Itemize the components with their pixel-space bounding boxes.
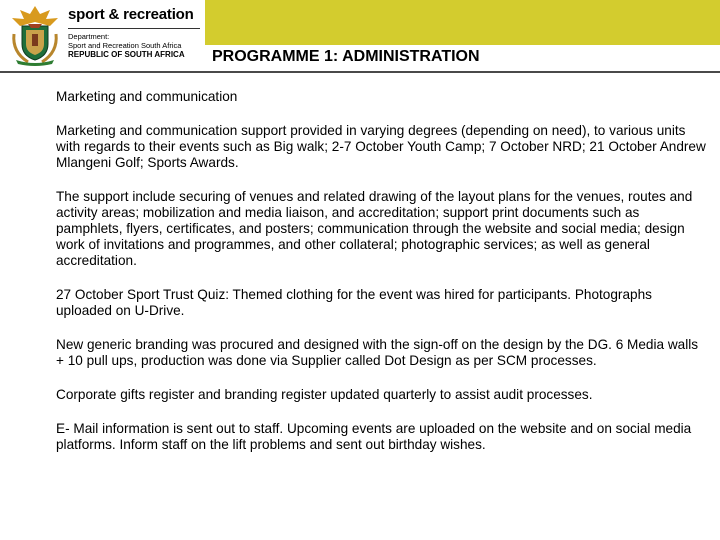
paragraph: Marketing and communication support provided in varying degrees (depending on need), to various units with regards to their events such as Big walk; 2-7 October Youth Camp; 7 October NRD; 21 October Andrew Mlangeni Golf; Sports Awards.: [56, 123, 706, 170]
department-logo: [0, 0, 205, 70]
paragraph: E- Mail information is sent out to staff. Upcoming events are uploaded on the website and on social media platforms. Inform staff on the lift problems and sent out birthday wishes.: [56, 421, 692, 452]
section-heading: Marketing and communication: [56, 89, 238, 104]
slide-body: [56, 89, 706, 471]
logo-department-label: Department:: [68, 32, 110, 41]
logo-department-name: Sport and Recreation South Africa: [68, 41, 182, 50]
paragraph: 27 October Sport Trust Quiz: Themed clothing for the event was hired for participants. Photographs uploaded on U-Drive.: [56, 287, 652, 318]
logo-country: REPUBLIC OF SOUTH AFRICA: [68, 50, 185, 59]
header-divider: [0, 71, 720, 73]
slide-header: [0, 0, 720, 72]
slide-title: PROGRAMME 1: ADMINISTRATION: [212, 48, 480, 65]
logo-divider: [68, 28, 200, 29]
paragraph: Corporate gifts register and branding register updated quarterly to assist audit processes.: [56, 387, 593, 402]
coat-of-arms-icon: [6, 4, 64, 66]
logo-title: sport & recreation: [68, 6, 194, 23]
paragraph: The support include securing of venues and related drawing of the layout plans for the venues, routes and activity areas; mobilization and media liaison, and accreditation; support print documents such as pamphlets, flyers, certificates, and posters; communication through the website and social media; design work of invitations and programmes, and other collateral; photographic services; as well as general accreditation.: [56, 189, 693, 268]
paragraph: New generic branding was procured and designed with the sign-off on the design by the DG. 6 Media walls + 10 pull ups, production was done via Supplier called Dot Design as per SCM processes.: [56, 337, 699, 368]
